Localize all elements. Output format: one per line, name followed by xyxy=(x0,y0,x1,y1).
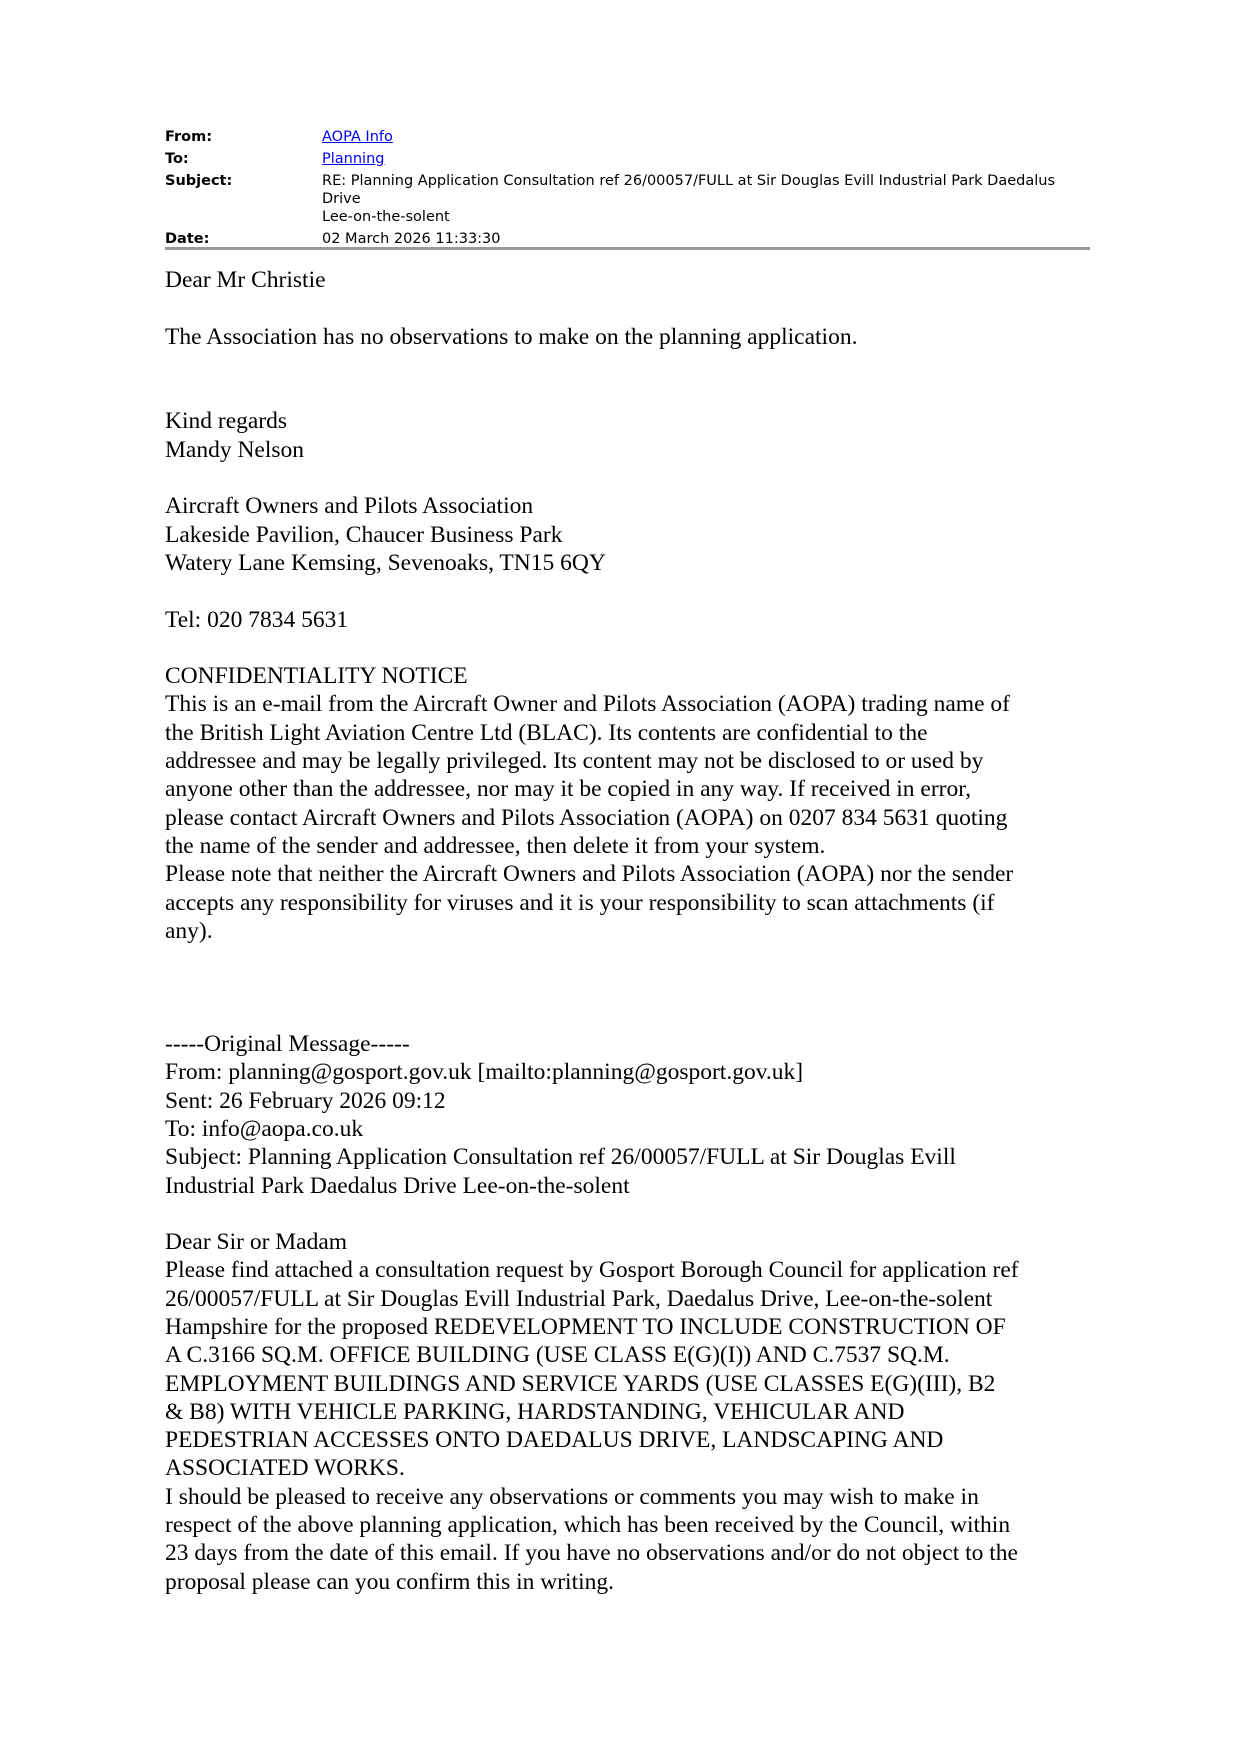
reply-greeting: Dear Mr Christie xyxy=(165,267,326,293)
original-body-line: 26/00057/FULL at Sir Douglas Evill Industrial Park, Daedalus Drive, Lee-on-the-solent xyxy=(165,1285,993,1312)
date-value: 02 March 2026 11:33:30 xyxy=(322,231,501,247)
original-to: To: info@aopa.co.uk xyxy=(165,1115,364,1142)
notice-line: Please note that neither the Aircraft Owners and Pilots Association (AOPA) nor the sender xyxy=(165,861,1014,888)
original-body-line: ASSOCIATED WORKS. xyxy=(165,1455,405,1482)
original-subject-line-2: Industrial Park Daedalus Drive Lee-on-the-solent xyxy=(165,1172,630,1199)
header-date-row xyxy=(165,230,1090,248)
original-body-line: A C.3166 SQ.M. OFFICE BUILDING (USE CLASS E(G)(I)) AND C.7537 SQ.M. xyxy=(165,1342,950,1369)
original-sent: Sent: 26 February 2026 09:12 xyxy=(165,1087,446,1114)
reply-statement: The Association has no observations to make on the planning application. xyxy=(165,323,858,350)
email-header xyxy=(165,128,1090,252)
email-body xyxy=(165,266,1095,1596)
original-body-line: EMPLOYMENT BUILDINGS AND SERVICE YARDS (USE CLASSES E(G)(III), B2 xyxy=(165,1370,996,1397)
date-label: Date: xyxy=(165,231,210,247)
original-body-line: respect of the above planning application, which has been received by the Council, within xyxy=(165,1512,1011,1539)
reply-closing: Kind regards xyxy=(165,408,288,435)
original-body-line: PEDESTRIAN ACCESSES ONTO DAEDALUS DRIVE, LANDSCAPING AND xyxy=(165,1427,944,1454)
notice-line: accepts any responsibility for viruses and it is your responsibility to scan attachments (if xyxy=(165,889,995,916)
header-from-row xyxy=(165,128,1090,146)
original-message-separator: -----Original Message----- xyxy=(165,1031,410,1058)
from-label: From: xyxy=(165,129,212,145)
notice-line: This is an e-mail from the Aircraft Owner and Pilots Association (AOPA) trading name of xyxy=(165,691,1010,718)
notice-line: please contact Aircraft Owners and Pilots Association (AOPA) on 0207 834 5631 quoting xyxy=(165,804,1008,831)
original-body xyxy=(165,1256,1095,1596)
original-body-line: proposal please can you confirm this in writing. xyxy=(165,1568,615,1595)
original-body-line: Please find attached a consultation request by Gosport Borough Council for application ref xyxy=(165,1257,1019,1284)
subject-label: Subject: xyxy=(165,173,233,189)
to-label: To: xyxy=(165,151,189,167)
notice-line: the British Light Aviation Centre Ltd (BLAC). Its contents are confidential to the xyxy=(165,719,928,746)
notice-line: anyone other than the addressee, nor may it be copied in any way. If received in error, xyxy=(165,776,971,803)
org-address-1: Lakeside Pavilion, Chaucer Business Park xyxy=(165,521,563,548)
notice-line: any). xyxy=(165,917,213,944)
original-body-line: Hampshire for the proposed REDEVELOPMENT TO INCLUDE CONSTRUCTION OF xyxy=(165,1313,1006,1340)
original-body-line: 23 days from the date of this email. If you have no observations and/or do not object to the xyxy=(165,1540,1018,1567)
org-address-2: Watery Lane Kemsing, Sevenoaks, TN15 6QY xyxy=(165,549,606,576)
header-subject-row xyxy=(165,172,1090,226)
from-link[interactable]: AOPA Info xyxy=(322,129,393,145)
to-link[interactable]: Planning xyxy=(322,151,385,167)
original-body-line: & B8) WITH VEHICLE PARKING, HARDSTANDING, VEHICULAR AND xyxy=(165,1398,905,1425)
original-from: From: planning@gosport.gov.uk [mailto:planning@gosport.gov.uk] xyxy=(165,1059,804,1086)
original-greeting: Dear Sir or Madam xyxy=(165,1229,348,1256)
notice-line: the name of the sender and addressee, then delete it from your system. xyxy=(165,832,826,859)
org-telephone: Tel: 020 7834 5631 xyxy=(165,606,349,633)
subject-line-1: RE: Planning Application Consultation ref 26/00057/FULL at Sir Douglas Evill Industrial Park Daedalus Drive xyxy=(322,173,1056,207)
subject-line-2: Lee-on-the-solent xyxy=(322,209,450,225)
org-name: Aircraft Owners and Pilots Association xyxy=(165,493,534,520)
header-divider xyxy=(165,247,1090,250)
reply-signer: Mandy Nelson xyxy=(165,436,305,463)
original-subject-line-1: Subject: Planning Application Consultation ref 26/00057/FULL at Sir Douglas Evill xyxy=(165,1144,956,1171)
notice-heading: CONFIDENTIALITY NOTICE xyxy=(165,663,468,690)
notice-line: addressee and may be legally privileged. Its content may not be disclosed to or used by xyxy=(165,748,984,775)
original-body-line: I should be pleased to receive any observations or comments you may wish to make in xyxy=(165,1483,979,1510)
confidentiality-notice xyxy=(165,690,1095,945)
header-to-row xyxy=(165,150,1090,168)
